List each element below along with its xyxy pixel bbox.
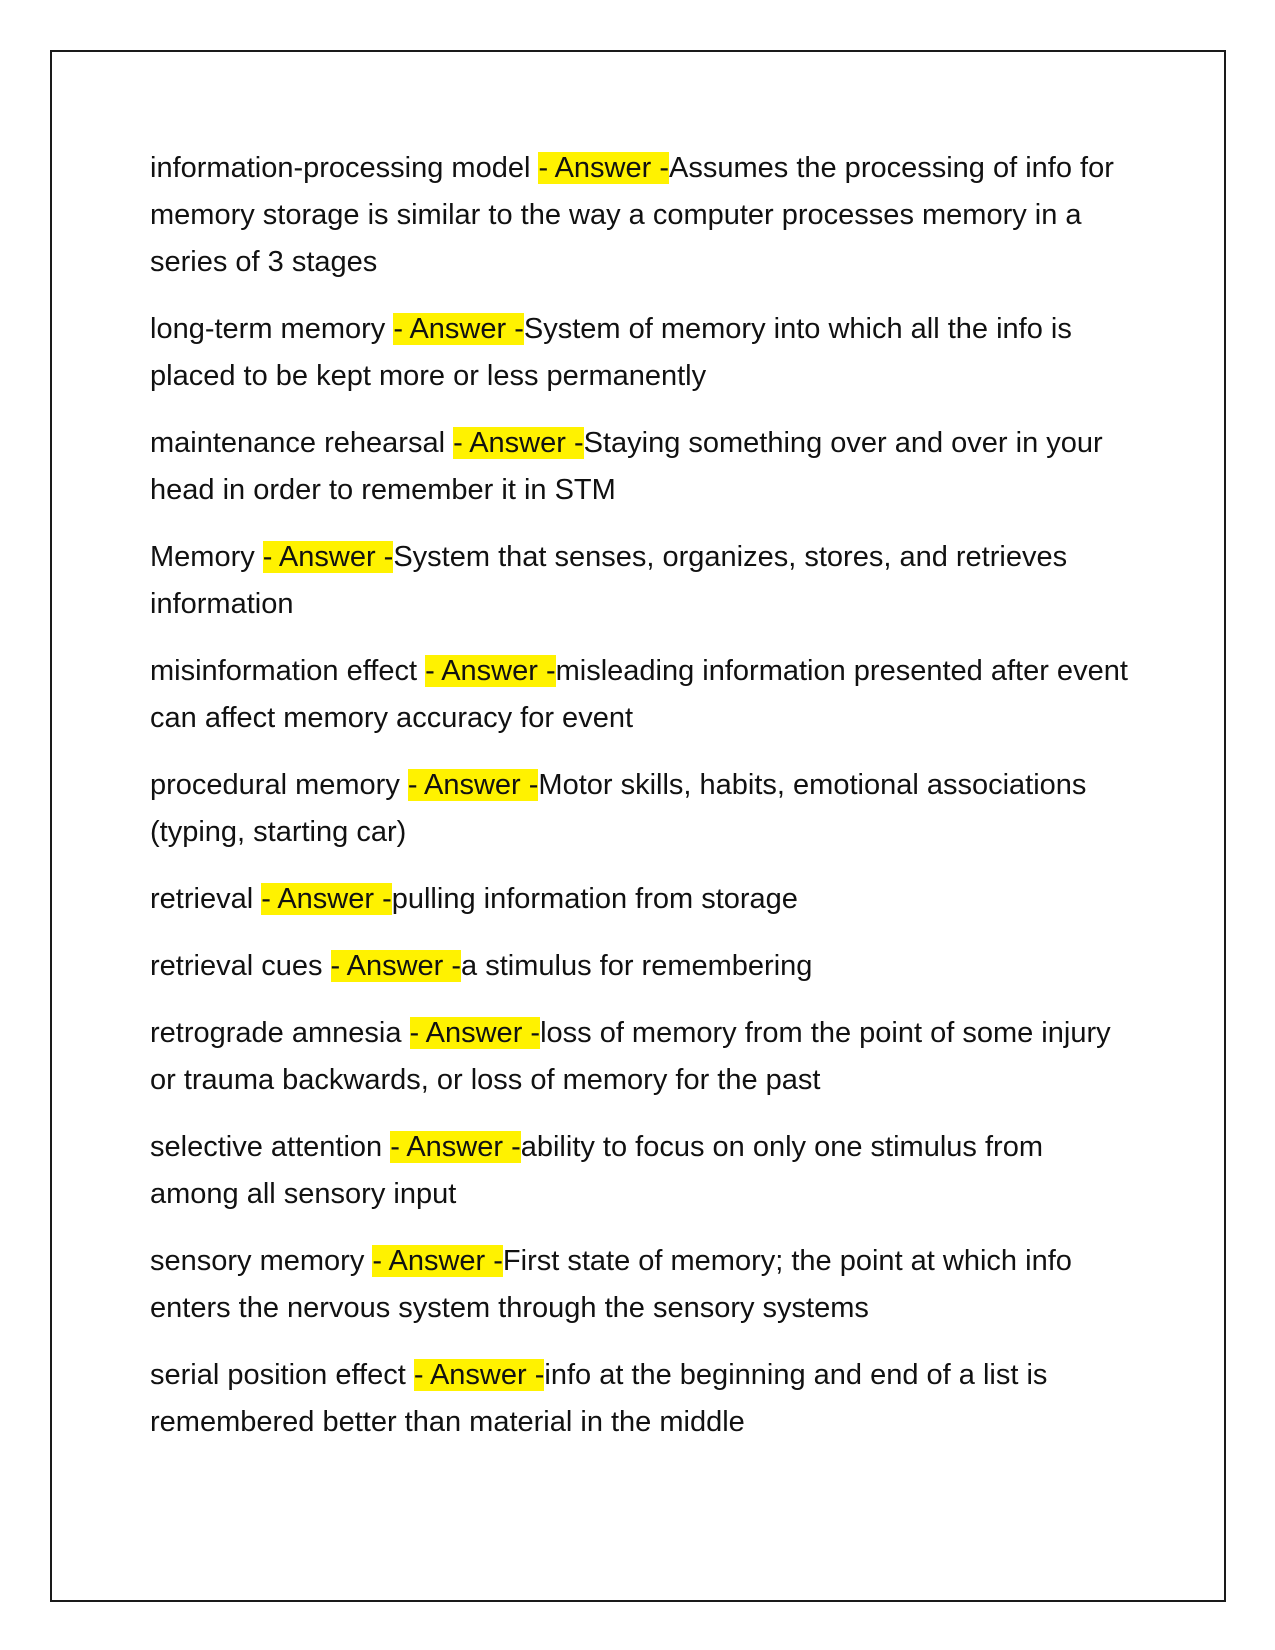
- entry-term: selective attention: [150, 1131, 391, 1163]
- answer-marker: - Answer -: [390, 1131, 521, 1163]
- answer-marker: - Answer -: [407, 769, 539, 801]
- entry-term: serial position effect: [150, 1359, 414, 1391]
- entry-misinformation-effect: [150, 648, 1130, 742]
- entry-maintenance-rehearsal: [150, 420, 1130, 514]
- answer-marker: - Answer -: [453, 427, 584, 459]
- answer-marker: - Answer -: [262, 541, 394, 573]
- entry-information-processing-model: [150, 145, 1130, 286]
- entry-definition: misleading information presented after event can affect memory accuracy for event: [150, 655, 1128, 734]
- entry-term: information-processing model: [150, 152, 539, 184]
- entry-definition: info at the beginning and end of a list is remembered better than material in the middle: [150, 1359, 1048, 1438]
- entry-definition: ability to focus on only one stimulus from among all sensory input: [150, 1131, 1043, 1210]
- entry-term: procedural memory: [150, 769, 408, 801]
- answer-marker: - Answer -: [538, 152, 669, 184]
- entry-term: retrograde amnesia: [150, 1017, 410, 1049]
- entry-long-term-memory: [150, 306, 1130, 400]
- entry-definition: System of memory into which all the info is placed to be kept more or less permanently: [150, 313, 1072, 392]
- entry-term: retrieval: [150, 883, 262, 915]
- answer-marker: - Answer -: [330, 950, 462, 982]
- answer-marker: - Answer -: [372, 1245, 503, 1277]
- entry-term: misinformation effect: [150, 655, 426, 687]
- entry-term: Memory: [150, 541, 263, 573]
- answer-marker: - Answer -: [409, 1017, 541, 1049]
- answer-marker: - Answer -: [425, 655, 556, 687]
- entry-definition: First state of memory; the point at which info enters the nervous system through the sensory systems: [150, 1245, 1072, 1324]
- entry-definition: Motor skills, habits, emotional associations (typing, starting car): [150, 769, 1087, 848]
- entry-definition: pulling information from storage: [391, 883, 798, 915]
- entry-selective-attention: [150, 1124, 1130, 1218]
- entry-memory: [150, 534, 1130, 628]
- entry-definition: Assumes the processing of info for memory storage is similar to the way a computer processes memory in a series of 3 stages: [150, 152, 1114, 278]
- entry-definition: System that senses, organizes, stores, and retrieves information: [150, 541, 1068, 620]
- entry-retrieval-cues: [150, 943, 1130, 990]
- entry-term: maintenance rehearsal: [150, 427, 454, 459]
- entry-term: long-term memory: [150, 313, 394, 345]
- flashcard-list: [150, 145, 1130, 1466]
- entry-definition: Staying something over and over in your head in order to remember it in STM: [150, 427, 1103, 506]
- entry-definition: a stimulus for remembering: [461, 950, 813, 982]
- entry-retrograde-amnesia: [150, 1010, 1130, 1104]
- entry-definition: loss of memory from the point of some injury or trauma backwards, or loss of memory for the past: [150, 1017, 1111, 1096]
- entry-procedural-memory: [150, 762, 1130, 856]
- entry-sensory-memory: [150, 1238, 1130, 1332]
- entry-serial-position-effect: [150, 1352, 1130, 1446]
- entry-retrieval: [150, 876, 1130, 923]
- answer-marker: - Answer -: [413, 1359, 545, 1391]
- answer-marker: - Answer -: [261, 883, 392, 915]
- entry-term: retrieval cues: [150, 950, 331, 982]
- answer-marker: - Answer -: [393, 313, 524, 345]
- entry-term: sensory memory: [150, 1245, 373, 1277]
